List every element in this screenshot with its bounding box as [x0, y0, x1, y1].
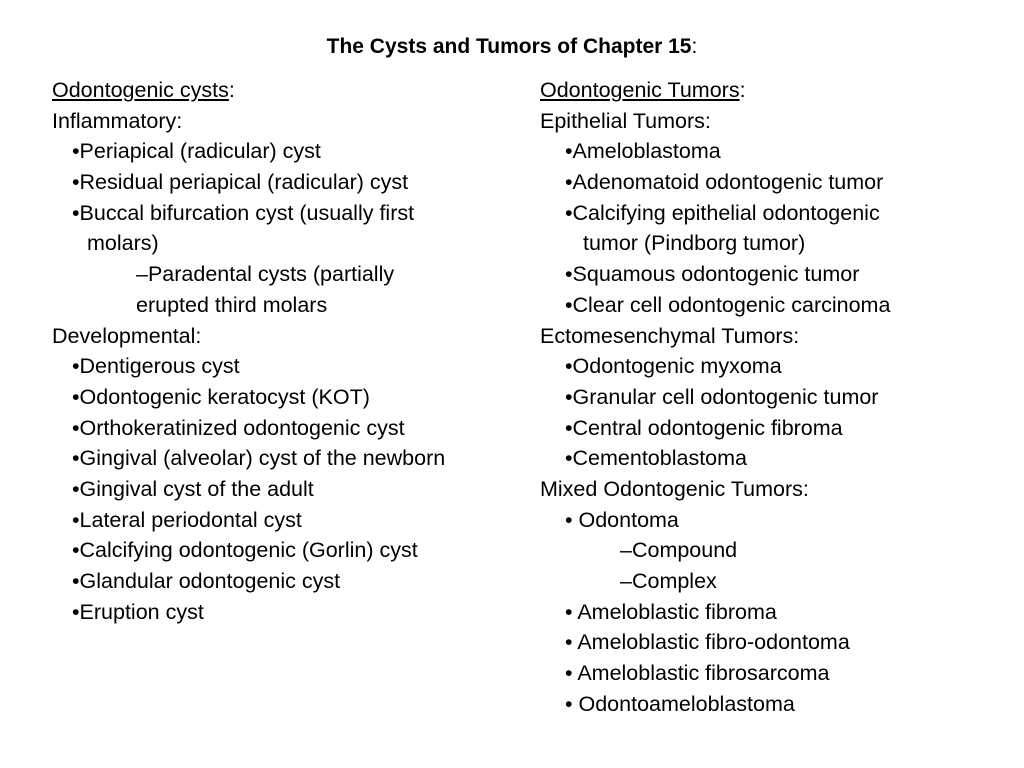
list-item: •Squamous odontogenic tumor	[565, 262, 860, 287]
list-item: •Dentigerous cyst	[72, 354, 240, 379]
list-item: •Odontogenic myxoma	[565, 354, 782, 379]
list-item: •Calcifying epithelial odontogenic	[565, 200, 880, 225]
cysts-heading-colon: :	[228, 78, 235, 102]
slide-title	[0, 34, 1024, 60]
epithelial-label: Epithelial Tumors:	[540, 108, 711, 133]
list-item-continuation: tumor (Pindborg tumor)	[583, 231, 806, 256]
tumors-heading	[540, 75, 890, 106]
list-item: •Orthokeratinized odontogenic cyst	[72, 415, 405, 440]
list-item: • Odontoameloblastoma	[565, 691, 795, 716]
list-item: •Eruption cyst	[72, 599, 204, 624]
list-item: •Lateral periodontal cyst	[72, 507, 302, 532]
list-item: •Cementoblastoma	[565, 446, 748, 471]
list-item: •Adenomatoid odontogenic tumor	[565, 170, 884, 195]
list-item: •Glandular odontogenic cyst	[72, 569, 341, 593]
list-item: •Buccal bifurcation cyst (usually first	[72, 200, 415, 225]
list-item: •Clear cell odontogenic carcinoma	[565, 292, 891, 317]
sub-list-item: –Paradental cysts (partially	[136, 262, 395, 287]
cysts-heading	[52, 75, 445, 106]
sub-list-item-continuation: erupted third molars	[136, 292, 328, 317]
list-item: • Ameloblastic fibrosarcoma	[565, 661, 830, 686]
tumors-heading-text: Odontogenic Tumors	[540, 78, 740, 102]
list-item: • Odontoma	[565, 507, 679, 532]
slide-title-text: The Cysts and Tumors of Chapter 15	[326, 35, 692, 58]
inflammatory-label: Inflammatory:	[52, 108, 183, 133]
list-item: •Periapical (radicular) cyst	[72, 139, 321, 164]
list-item: •Calcifying odontogenic (Gorlin) cyst	[72, 538, 418, 563]
list-item-continuation: molars)	[87, 231, 159, 256]
developmental-label: Developmental:	[52, 323, 202, 348]
sub-list-item: –Compound	[620, 538, 738, 563]
sub-list-item: –Complex	[620, 569, 717, 593]
ectomesenchymal-label: Ectomesenchymal Tumors:	[540, 323, 800, 348]
list-item: •Granular cell odontogenic tumor	[565, 384, 879, 409]
list-item: • Ameloblastic fibro-odontoma	[565, 630, 850, 655]
slide-title-colon: :	[691, 35, 698, 58]
list-item: •Central odontogenic fibroma	[565, 415, 843, 440]
cysts-heading-text: Odontogenic cysts	[52, 78, 229, 102]
list-item: •Gingival (alveolar) cyst of the newborn	[72, 446, 446, 471]
odontogenic-tumors-column	[540, 75, 890, 719]
mixed-label: Mixed Odontogenic Tumors:	[540, 476, 809, 501]
list-item: •Residual periapical (radicular) cyst	[72, 170, 409, 195]
list-item: •Ameloblastoma	[565, 139, 721, 164]
list-item: •Gingival cyst of the adult	[72, 476, 314, 501]
list-item: •Odontogenic keratocyst (KOT)	[72, 384, 370, 409]
odontogenic-cysts-column	[52, 75, 445, 627]
list-item: • Ameloblastic fibroma	[565, 599, 777, 624]
tumors-heading-colon: :	[739, 78, 746, 102]
